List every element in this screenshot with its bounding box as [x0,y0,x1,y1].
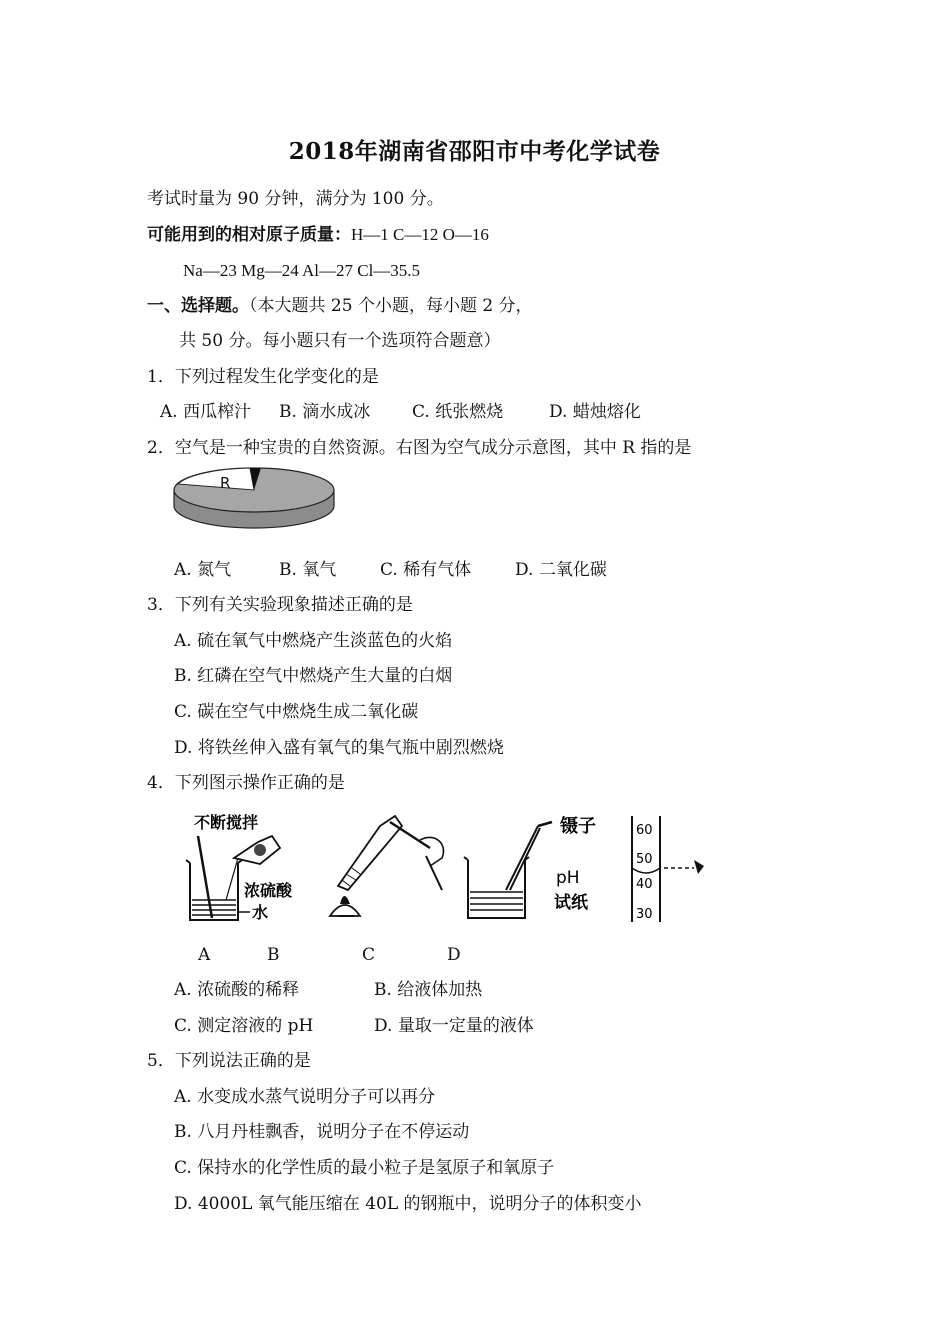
q2-option-a: A. 氮气 [174,560,232,580]
page-title: 2018年湖南省邵阳市中考化学试卷 [288,138,661,165]
figure-b-heating [330,816,443,916]
q2-option-c: C. 稀有气体 [380,560,472,580]
section-heading-line [147,295,533,317]
question-1-stem: 1．下列过程发生化学变化的是 [147,367,379,387]
label-water: 水 [252,903,269,922]
q2-option-b: B. 氧气 [279,560,337,580]
atomic-mass-label: 可能用到的相对原子质量： [147,225,351,245]
label-acid: 浓硫酸 [244,881,293,900]
section-heading: 一、选择题。 [147,296,249,316]
scale-50: 50 [636,852,653,867]
question-3-stem: 3．下列有关实验现象描述正确的是 [147,595,413,615]
label-ph: pH [556,868,580,888]
label-stir: 不断搅拌 [194,813,259,832]
q3-option-b: B. 红磷在空气中燃烧产生大量的白烟 [174,666,453,686]
scale-30: 30 [636,907,653,922]
q1-option-a: A. 西瓜榨汁 [160,402,252,422]
q5-option-b: B. 八月丹桂飘香，说明分子在不停运动 [174,1122,470,1142]
fig-letter-d: D [447,945,461,965]
q2-option-d: D. 二氧化碳 [515,560,607,580]
label-tweezers: 镊子 [560,816,596,837]
figure-c-ph-test [464,815,596,918]
q1-option-b: B. 滴水成冰 [279,402,371,422]
q3-option-c: C. 碳在空气中燃烧生成二氧化碳 [174,702,419,722]
figure-a-dilution [186,813,293,922]
q5-option-a: A. 水变成水蒸气说明分子可以再分 [174,1087,436,1107]
scale-60: 60 [636,823,653,838]
question-2-stem: 2．空气是一种宝贵的自然资源。右图为空气成分示意图，其中 R 指的是 [147,438,692,458]
q4-option-d: D. 量取一定量的液体 [374,1016,534,1036]
q4-option-c: C. 测定溶液的 pH [174,1016,314,1036]
section-note-2: 共 50 分。每小题只有一个选项符合题意） [179,331,501,351]
atomic-mass-line-1 [147,224,489,246]
fig-letter-b: B [267,945,280,965]
q5-option-d: D. 4000L 氧气能压缩在 40L 的钢瓶中，说明分子的体积变小 [174,1194,642,1214]
q3-option-a: A. 硫在氧气中燃烧产生淡蓝色的火焰 [174,631,453,651]
q4-option-b: B. 给液体加热 [374,980,483,1000]
figure-d-cylinder [632,816,704,922]
atomic-mass-values-2: Na—23 Mg—24 Al—27 Cl—35.5 [183,261,421,280]
q5-option-c: C. 保持水的化学性质的最小粒子是氢原子和氧原子 [174,1158,555,1178]
fig-letter-a: A [198,945,211,965]
pie-label-r: R [220,474,231,492]
q1-option-d: D. 蜡烛熔化 [549,402,641,422]
scale-40: 40 [636,877,653,892]
q1-option-c: C. 纸张燃烧 [412,402,504,422]
label-paper: 试纸 [554,893,588,913]
question-4-stem: 4．下列图示操作正确的是 [147,773,345,793]
q3-option-d: D. 将铁丝伸入盛有氧气的集气瓶中剧烈燃烧 [174,738,504,758]
exam-time-note: 考试时量为 90 分钟，满分为 100 分。 [147,189,444,209]
atomic-mass-values-1: H—1 C—12 O—16 [351,225,489,244]
q4-option-a: A. 浓硫酸的稀释 [174,980,300,1000]
fig-letter-c: C [362,945,376,965]
lab-operations-figure [180,808,720,928]
air-composition-pie [170,466,340,536]
question-5-stem: 5．下列说法正确的是 [147,1051,311,1071]
section-note-1: （本大题共 25 个小题，每小题 2 分， [249,296,533,316]
